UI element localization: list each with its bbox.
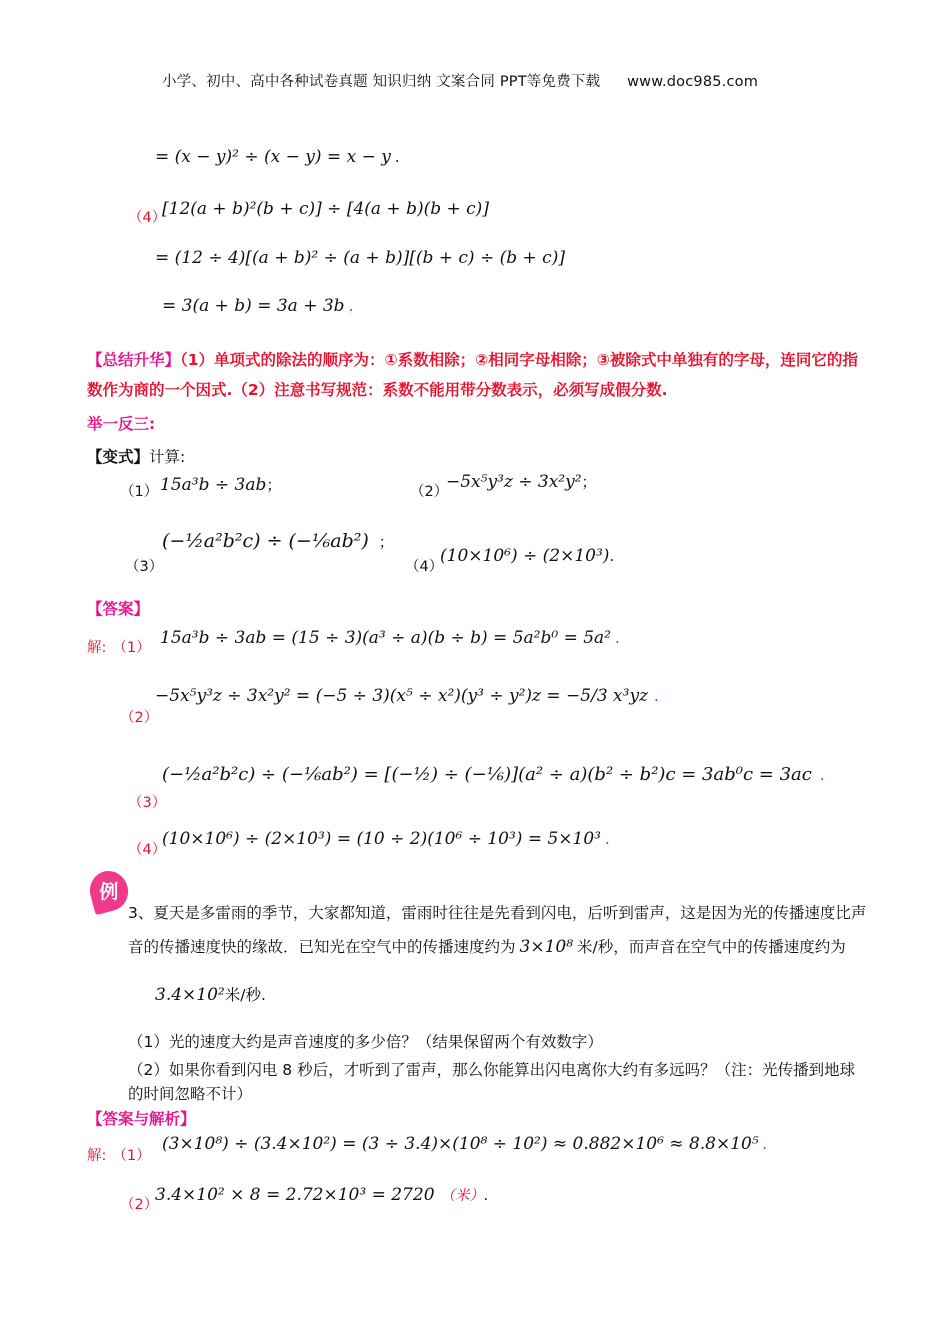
page-header: [162, 70, 758, 91]
answer-jie: 解: （1）: [87, 640, 151, 656]
analysis-2-num: （2）: [120, 1197, 159, 1213]
item2-expr: −5x⁵y³z ÷ 3x²y²；: [446, 472, 597, 492]
example-badge: [85, 867, 132, 915]
answer-4: (10×10⁶) ÷ (2×10³) = (10 ÷ 2)(10⁶ ÷ 10³) = 5×10³ .: [162, 829, 610, 849]
practice-heading: 举一反三:: [87, 415, 156, 433]
answer-title: 【答案】: [87, 600, 150, 618]
summary-block: [87, 345, 867, 405]
variant-text: 计算:: [149, 448, 186, 466]
summary-title: 【总结升华】: [87, 351, 181, 369]
question-1: （1）光的速度大约是声音速度的多少倍？（结果保留两个有效数字）: [128, 1033, 603, 1051]
example3-sound-line: 3.4×10²米/秒.: [155, 985, 266, 1005]
item1-expr: 15a³b ÷ 3ab；: [160, 475, 282, 495]
question-2: （2）如果你看到闪电 8 秒后，才听到了雷声，那么你能算出闪电离你大约有多远吗？（注：光传播到地球的时间忽略不计）: [128, 1061, 856, 1103]
prev-l4-line1: [12(a + b)²(b + c)] ÷ [4(a + b)(b + c)]: [162, 199, 489, 219]
header-text: 小学、初中、高中各种试卷真题 知识归纳 文案合同 PPT等免费下载: [162, 74, 601, 90]
answer-4-num: （4）: [128, 842, 167, 858]
prev-l4-line3: = 3(a + b) = 3a + 3b .: [162, 296, 354, 316]
prev-line1: = (x − y)² ÷ (x − y) = x − y .: [155, 147, 400, 167]
answer-3: (−½a²b²c) ÷ (−⅙ab²) = [(−½) ÷ (−⅙)](a² ÷ a)(b² ÷ b²)c = 3ab⁰c = 3ac .: [162, 764, 825, 785]
item4-expr: (10×10⁶) ÷ (2×10³).: [440, 546, 615, 566]
analysis-2: 3.4×10² × 8 = 2.72×10³ = 2720 （米）.: [155, 1185, 489, 1205]
item3-num: （3）: [125, 559, 164, 575]
analysis-title: 【答案与解析】: [87, 1110, 196, 1128]
analysis-jie: 解: （1）: [87, 1148, 151, 1164]
answer-2: −5x⁵y³z ÷ 3x²y² = (−5 ÷ 3)(x⁵ ÷ x²)(y³ ÷ y²)z = −5/3 x³yz .: [155, 686, 659, 706]
item3-expr: (−½a²b²c) ÷ (−⅙ab²) ；: [162, 530, 394, 552]
prev-l4-line2: = (12 ÷ 4)[(a + b)² ÷ (a + b)][(b + c) ÷ (b + c)]: [155, 248, 565, 268]
item2-num: （2）: [410, 484, 449, 500]
example-badge-text: 例: [99, 881, 119, 904]
answer-3-num: （3）: [128, 795, 167, 811]
variant-line: [87, 445, 185, 467]
prev-l4-num: （4）: [128, 210, 167, 226]
item4-num: （4）: [405, 559, 444, 575]
example3-paragraph: 3、夏天是多雷雨的季节，大家都知道，雷雨时往往是先看到闪电，后听到雷声，这是因为光的传播速度比声音的传播速度快的缘故．已知光在空气中的传播速度约为 3×10⁸ 米/秒，而声音在空气中的传播速度约为: [128, 904, 867, 957]
answer-1: 15a³b ÷ 3ab = (15 ÷ 3)(a³ ÷ a)(b ÷ b) = 5a²b⁰ = 5a² .: [160, 628, 620, 648]
item1-num: （1）: [120, 484, 159, 500]
analysis-1: (3×10⁸) ÷ (3.4×10²) = (3 ÷ 3.4)×(10⁸ ÷ 10²) ≈ 0.882×10⁶ ≈ 8.8×10⁵ .: [162, 1134, 768, 1154]
answer-2-num: （2）: [120, 710, 159, 726]
variant-label: 【变式】: [87, 448, 150, 466]
header-url[interactable]: www.doc985.com: [627, 74, 759, 90]
summary-text: （1）单项式的除法的顺序为：①系数相除；②相同字母相除；③被除式中单独有的字母，连同它的指数作为商的一个因式.（2）注意书写规范：系数不能用带分数表示，必须写成假分数.: [87, 351, 858, 399]
